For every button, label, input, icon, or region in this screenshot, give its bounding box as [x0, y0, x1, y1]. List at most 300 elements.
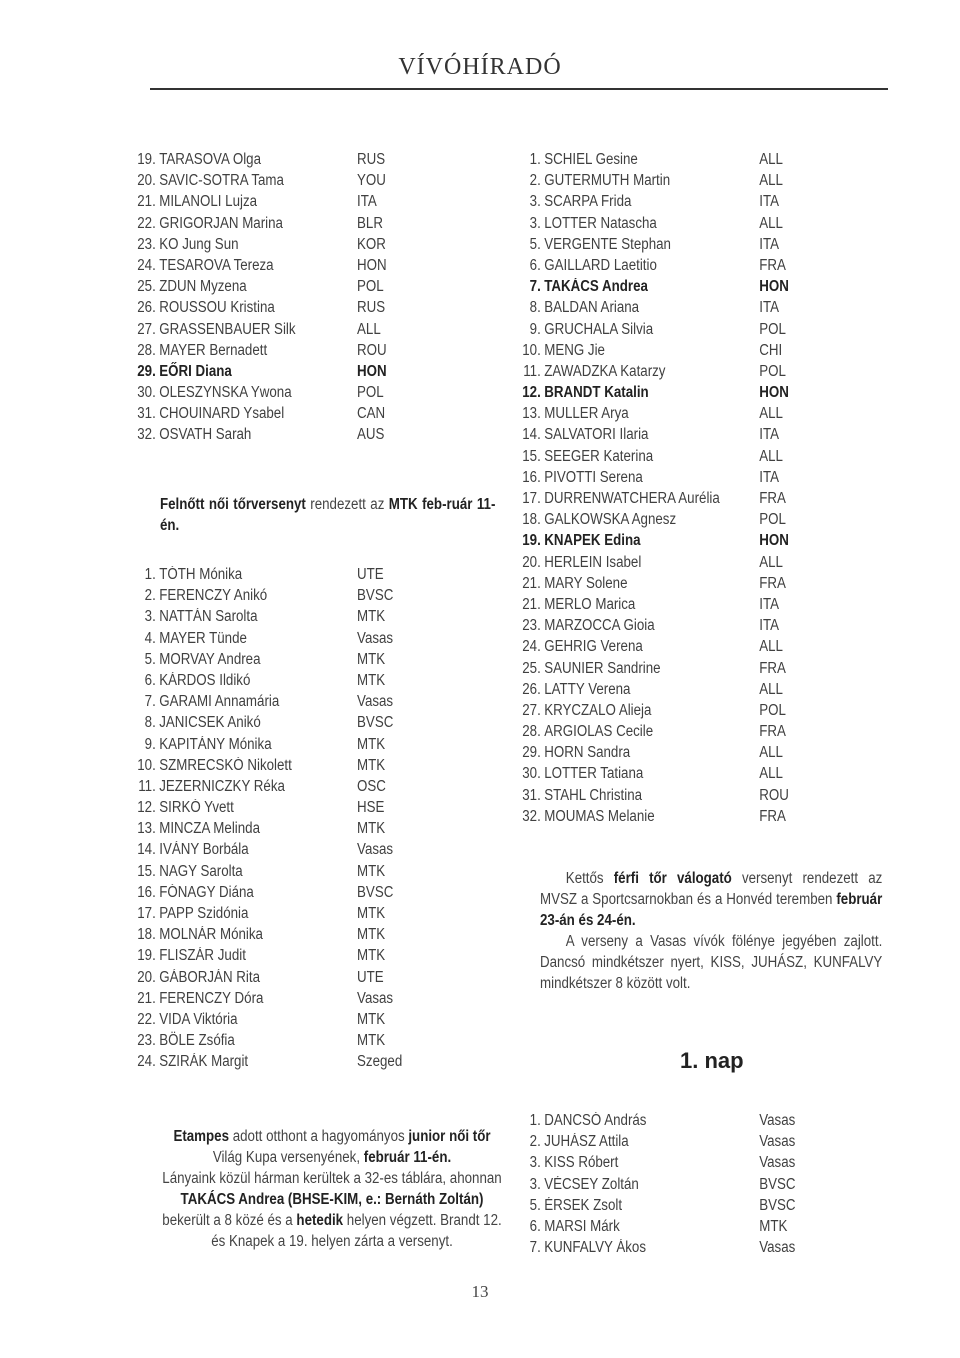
result-row — [130, 712, 402, 733]
rank-number: 17. — [137, 905, 156, 922]
club-code: OSC — [357, 777, 386, 795]
fencer-name: SZIRÁK Margit — [159, 1053, 249, 1071]
result-row — [130, 988, 402, 1009]
etampes-p2c: helyen végzett. Brandt 12. és Knapek a 19. helyen zárta a versenyt. — [211, 1212, 502, 1250]
club-code: ITA — [759, 617, 779, 635]
rank-number: 29. — [137, 362, 156, 380]
result-row — [130, 967, 402, 988]
rank-number: 22. — [137, 214, 156, 232]
fencer-name: GRIGORJAN Marina — [159, 214, 283, 232]
club-code: ALL — [759, 172, 783, 190]
result-row — [130, 1051, 402, 1072]
rank-number: 21. — [522, 595, 541, 613]
club-code: ALL — [759, 151, 783, 168]
fencer-name: TAKÁCS Andrea — [544, 278, 648, 296]
rank-number: 10. — [522, 341, 541, 359]
rank-number: 12. — [137, 799, 156, 817]
rank-number: 10. — [137, 756, 156, 774]
right-top-results — [515, 149, 833, 827]
club-code: ALL — [759, 744, 783, 762]
result-row — [130, 382, 387, 403]
fencer-name: GARAMI Annamária — [159, 693, 280, 711]
result-row — [130, 818, 402, 839]
fencer-name: MARSI Márk — [544, 1217, 620, 1235]
fencer-name: SZMRECSKÓ Nikolett — [159, 756, 292, 774]
result-row — [515, 763, 789, 784]
fencer-name: FERENCZY Dóra — [159, 989, 264, 1007]
result-row — [515, 234, 789, 255]
right-bottom-results — [515, 1110, 841, 1258]
club-code: Vasas — [357, 841, 394, 859]
fencer-name: GRUCHALA Silvia — [544, 320, 654, 338]
result-row — [130, 149, 387, 170]
rank-number: 9. — [529, 320, 541, 338]
result-row — [130, 340, 387, 361]
fencer-name: OLESZYNSKA Ywona — [159, 384, 292, 402]
result-row — [130, 606, 402, 627]
rank-number: 3. — [529, 1175, 541, 1193]
club-code: MTK — [357, 608, 386, 626]
result-row — [515, 424, 789, 445]
felnott-paragraph — [160, 494, 550, 536]
result-row — [130, 649, 402, 670]
fencer-name: SCHIEL Gesine — [544, 151, 638, 168]
result-row — [515, 636, 789, 657]
club-code: FRA — [759, 490, 786, 507]
club-code: BVSC — [759, 1196, 796, 1214]
left-top-results — [130, 149, 428, 446]
club-code: MTK — [357, 1010, 386, 1028]
rank-number: 30. — [522, 765, 541, 783]
club-code: Vasas — [759, 1239, 796, 1257]
fencer-name: TÓTH Mónika — [159, 566, 243, 583]
fencer-name: VERGENTE Stephan — [544, 235, 671, 253]
club-code: UTE — [357, 968, 384, 986]
rank-number: 31. — [137, 405, 156, 423]
result-row — [130, 403, 387, 424]
rank-number: 3. — [144, 608, 156, 626]
club-code: MTK — [357, 862, 386, 880]
club-code: ALL — [759, 214, 783, 232]
fencer-name: FÓNAGY Diána — [159, 883, 254, 901]
result-row — [130, 424, 387, 445]
rank-number: 23. — [522, 617, 541, 635]
rank-number: 26. — [137, 299, 156, 317]
fencer-name: HORN Sandra — [544, 744, 631, 762]
rank-number: 7. — [529, 278, 541, 296]
result-row — [515, 446, 789, 467]
fencer-name: ÉRSEK Zsolt — [544, 1196, 623, 1214]
rank-number: 14. — [137, 841, 156, 859]
result-row — [130, 839, 402, 860]
result-row — [130, 585, 402, 606]
rank-number: 20. — [137, 968, 156, 986]
result-row — [515, 530, 789, 551]
rank-number: 6. — [529, 256, 541, 274]
club-code: MTK — [357, 671, 386, 689]
fencer-name: DANCSÓ András — [544, 1112, 647, 1129]
club-code: FRA — [759, 574, 786, 592]
rank-number: 28. — [137, 341, 156, 359]
fencer-name: SAUNIER Sandrine — [544, 659, 661, 677]
club-code: MTK — [357, 947, 386, 965]
club-code: HSE — [357, 799, 385, 817]
club-code: Vasas — [759, 1154, 796, 1172]
club-code: ALL — [759, 680, 783, 698]
rank-number: 24. — [522, 638, 541, 656]
club-code: MTK — [759, 1217, 788, 1235]
kettos-bold: férfi tőr válogató — [613, 870, 732, 887]
fencer-name: EŐRI Diana — [159, 362, 232, 380]
result-row — [130, 903, 402, 924]
etampes-p2-bold: TAKÁCS Andrea (BHSE-KIM, e.: Bernáth Zoltán) — [180, 1191, 484, 1208]
publication-title: VÍVÓHÍRADÓ — [398, 54, 562, 80]
felnott-bold2: MTK feb-ruár 11-én. — [160, 496, 496, 534]
rank-number: 19. — [137, 151, 156, 168]
result-row — [130, 255, 387, 276]
rank-number: 16. — [137, 883, 156, 901]
result-row — [130, 945, 402, 966]
fencer-name: LOTTER Natascha — [544, 214, 657, 232]
club-code: MTK — [357, 926, 386, 944]
results-list — [130, 149, 428, 446]
day-heading: 1. nap — [680, 1048, 744, 1073]
club-code: POL — [357, 278, 384, 296]
etampes-p2a: Lányaink közül hárman kerültek a 32-es táblára, ahonnan — [162, 1170, 502, 1187]
fencer-name: NAGY Sarolta — [159, 862, 243, 880]
club-code: HON — [357, 362, 387, 380]
fencer-name: BRANDT Katalin — [544, 384, 649, 402]
fencer-name: STAHL Christina — [544, 786, 643, 804]
rank-number: 22. — [137, 1010, 156, 1028]
rank-number: 15. — [137, 862, 156, 880]
fencer-name: SIRKÓ Yvett — [159, 799, 234, 817]
result-row — [130, 628, 402, 649]
rank-number: 1. — [529, 151, 541, 168]
club-code: FRA — [759, 723, 786, 741]
fencer-name: MENG Jie — [544, 341, 605, 359]
result-row — [515, 149, 789, 170]
fencer-name: MOLNÁR Mónika — [159, 926, 263, 944]
result-row — [515, 467, 789, 488]
result-row — [515, 1195, 796, 1216]
fencer-name: GEHRIG Verena — [544, 638, 643, 656]
rank-number: 7. — [144, 693, 156, 711]
club-code: RUS — [357, 299, 386, 317]
rank-number: 11. — [138, 777, 156, 795]
fencer-name: ZDUN Myzena — [159, 278, 247, 296]
club-code: POL — [357, 384, 384, 402]
rank-number: 5. — [529, 1196, 541, 1214]
rank-number: 14. — [522, 426, 541, 444]
results-list — [515, 1110, 841, 1258]
rank-number: 30. — [137, 384, 156, 402]
club-code: MTK — [357, 905, 386, 922]
fencer-name: GUTERMUTH Martin — [544, 172, 671, 190]
fencer-name: JEZERNICZKY Réka — [159, 777, 285, 795]
result-row — [515, 806, 789, 827]
club-code: HON — [759, 278, 789, 296]
rank-number: 12. — [522, 384, 541, 402]
club-code: ALL — [759, 553, 783, 571]
result-row — [130, 1009, 402, 1030]
club-code: Vasas — [357, 989, 394, 1007]
rank-number: 25. — [137, 278, 156, 296]
fencer-name: HERLEIN Isabel — [544, 553, 642, 571]
rank-number: 4. — [144, 629, 156, 647]
kettos-text2: versenyt rendezett az MVSZ a Sportcsarnokban és a Honvéd teremben — [540, 870, 883, 908]
results-list — [130, 564, 447, 1073]
result-row — [515, 276, 789, 297]
left-mtk-results — [130, 564, 447, 1073]
result-row — [515, 403, 789, 424]
etampes-bold2: junior női tőr — [408, 1128, 491, 1145]
results-list — [515, 149, 833, 827]
result-row — [130, 691, 402, 712]
result-row — [515, 488, 789, 509]
fencer-name: GRASSENBAUER Silk — [159, 320, 296, 338]
club-code: ITA — [759, 595, 779, 613]
kettos-text: Kettős — [565, 870, 614, 887]
club-code: CHI — [759, 341, 783, 359]
club-code: Vasas — [759, 1133, 796, 1151]
club-code: ITA — [759, 299, 779, 317]
result-row — [515, 594, 789, 615]
result-row — [515, 658, 789, 679]
rank-number: 23. — [137, 235, 156, 253]
club-code: MTK — [357, 756, 386, 774]
fencer-name: MERLO Marica — [544, 595, 636, 613]
fencer-name: GÁBORJÁN Rita — [159, 968, 260, 986]
fencer-name: KO Jung Sun — [159, 235, 239, 253]
result-row — [130, 319, 387, 340]
result-row — [515, 361, 789, 382]
rank-number: 21. — [137, 989, 156, 1007]
result-row — [515, 573, 789, 594]
result-row — [130, 276, 387, 297]
rank-number: 27. — [522, 701, 541, 719]
fencer-name: ZAWADZKA Katarzy — [544, 362, 666, 380]
result-row — [515, 1152, 796, 1173]
fencer-name: VIDA Viktória — [159, 1010, 238, 1028]
club-code: ALL — [759, 405, 783, 423]
result-row — [130, 882, 402, 903]
fencer-name: KAPITÁNY Mónika — [159, 735, 272, 753]
fencer-name: MAYER Tünde — [159, 629, 247, 647]
rank-number: 6. — [529, 1217, 541, 1235]
club-code: FRA — [759, 659, 786, 677]
result-row — [515, 382, 789, 403]
rank-number: 16. — [522, 468, 541, 486]
club-code: MTK — [357, 1032, 386, 1050]
fencer-name: JANICSEK Anikó — [159, 714, 261, 732]
result-row — [130, 297, 387, 318]
club-code: Szeged — [357, 1053, 403, 1071]
result-row — [515, 170, 789, 191]
rank-number: 3. — [529, 1154, 541, 1172]
club-code: MTK — [357, 650, 386, 668]
fencer-name: KISS Róbert — [544, 1154, 619, 1172]
result-row — [515, 1216, 796, 1237]
rank-number: 13. — [522, 405, 541, 423]
rank-number: 1. — [144, 566, 156, 583]
fencer-name: LOTTER Tatiana — [544, 765, 644, 783]
fencer-name: MAYER Bernadett — [159, 341, 268, 359]
club-code: BVSC — [357, 714, 394, 732]
club-code: RUS — [357, 151, 386, 168]
rank-number: 17. — [522, 490, 541, 507]
club-code: POL — [759, 320, 786, 338]
fencer-name: PAPP Szidónia — [159, 905, 249, 922]
rank-number: 5. — [529, 235, 541, 253]
result-row — [515, 721, 789, 742]
club-code: HON — [759, 532, 789, 550]
rank-number: 5. — [144, 650, 156, 668]
rank-number: 21. — [522, 574, 541, 592]
fencer-name: CHOUINARD Ysabel — [159, 405, 285, 423]
rank-number: 9. — [144, 735, 156, 753]
fencer-name: KÁRDOS Ildikó — [159, 671, 251, 689]
rank-number: 15. — [522, 447, 541, 465]
result-row — [130, 234, 387, 255]
result-row — [130, 361, 387, 382]
fencer-name: BALDAN Ariana — [544, 299, 640, 317]
rank-number: 28. — [522, 723, 541, 741]
rank-number: 24. — [137, 256, 156, 274]
fencer-name: MULLER Arya — [544, 405, 629, 423]
fencer-name: IVÁNY Borbála — [159, 841, 249, 859]
rank-number: 32. — [522, 807, 541, 825]
result-row — [130, 755, 402, 776]
result-row — [515, 679, 789, 700]
fencer-name: SAVIC-SOTRA Tama — [159, 172, 284, 190]
result-row — [515, 213, 789, 234]
club-code: Vasas — [759, 1112, 796, 1129]
fencer-name: ARGIOLAS Cecile — [544, 723, 654, 741]
felnott-bold: Felnőtt női tőrversenyt — [160, 496, 306, 513]
rank-number: 19. — [522, 532, 541, 550]
fencer-name: NATTÁN Sarolta — [159, 608, 258, 626]
fencer-name: SALVATORI Ilaria — [544, 426, 649, 444]
rank-number: 32. — [137, 426, 156, 444]
fencer-name: BÖLE Zsófia — [159, 1032, 235, 1050]
fencer-name: TARASOVA Olga — [159, 151, 261, 168]
rank-number: 2. — [529, 1133, 541, 1151]
rank-number: 19. — [137, 947, 156, 965]
fencer-name: TESAROVA Tereza — [159, 256, 274, 274]
club-code: ROU — [357, 341, 387, 359]
club-code: ALL — [759, 447, 783, 465]
result-row — [130, 924, 402, 945]
fencer-name: MILANOLI Lujza — [159, 193, 258, 211]
fencer-name: MOUMAS Melanie — [544, 807, 655, 825]
rank-number: 8. — [529, 299, 541, 317]
fencer-name: MORVAY Andrea — [159, 650, 261, 668]
etampes-paragraph — [160, 1126, 560, 1252]
result-row — [515, 509, 789, 530]
etampes-bold: Etampes — [173, 1128, 230, 1145]
fencer-name: MARY Solene — [544, 574, 628, 592]
fencer-name: GAILLARD Laetitio — [544, 256, 657, 274]
result-row — [515, 1131, 796, 1152]
fencer-name: OSVATH Sarah — [159, 426, 252, 444]
rank-number: 1. — [529, 1112, 541, 1129]
result-row — [515, 615, 789, 636]
result-row — [515, 785, 789, 806]
club-code: BLR — [357, 214, 383, 232]
result-row — [515, 1237, 796, 1258]
rank-number: 2. — [144, 587, 156, 605]
etampes-bold3: február 11-én. — [363, 1149, 452, 1166]
fencer-name: GALKOWSKA Agnesz — [544, 511, 677, 529]
etampes-text: adott otthont a hagyományos — [229, 1128, 409, 1145]
rank-number: 8. — [144, 714, 156, 732]
etampes-p2b: bekerült a 8 közé és a — [162, 1212, 297, 1229]
fencer-name: MINCZA Melinda — [159, 820, 260, 838]
club-code: ITA — [759, 426, 779, 444]
rank-number: 25. — [522, 659, 541, 677]
rank-number: 2. — [529, 172, 541, 190]
rank-number: 3. — [529, 214, 541, 232]
fencer-name: KRYCZALO Alieja — [544, 701, 652, 719]
club-code: CAN — [357, 405, 386, 423]
club-code: KOR — [357, 235, 386, 253]
rank-number: 20. — [137, 172, 156, 190]
club-code: UTE — [357, 566, 384, 583]
club-code: Vasas — [357, 629, 394, 647]
rank-number: 18. — [137, 926, 156, 944]
result-row — [515, 191, 789, 212]
fencer-name: VÉCSEY Zoltán — [544, 1175, 639, 1193]
fencer-name: MARZOCCA Gioia — [544, 617, 655, 635]
club-code: Vasas — [357, 693, 394, 711]
club-code: MTK — [357, 735, 386, 753]
club-code: AUS — [357, 426, 385, 444]
rank-number: 29. — [522, 744, 541, 762]
result-row — [130, 861, 402, 882]
rank-number: 6. — [144, 671, 156, 689]
result-row — [515, 297, 789, 318]
fencer-name: SCARPA Frida — [544, 193, 632, 211]
club-code: HON — [357, 256, 387, 274]
fencer-name: KUNFALVY Ákos — [544, 1239, 646, 1257]
result-row — [130, 776, 402, 797]
club-code: YOU — [357, 172, 386, 190]
kettos-p2: A verseny a Vasas vívók fölénye jegyében zajlott. Dancsó mindkétszer nyert, KISS, JUHÁSZ, KUNFALVY mindkétszer 8 között volt. — [540, 933, 883, 992]
club-code: ALL — [357, 320, 381, 338]
fencer-name: LATTY Verena — [544, 680, 631, 698]
rank-number: 11. — [523, 362, 541, 380]
result-row — [515, 700, 789, 721]
club-code: ROU — [759, 786, 789, 804]
result-row — [515, 742, 789, 763]
rank-number: 20. — [522, 553, 541, 571]
fencer-name: JUHÁSZ Attila — [544, 1133, 629, 1151]
result-row — [515, 1110, 796, 1131]
club-code: HON — [759, 384, 789, 402]
club-code: ITA — [759, 468, 779, 486]
result-row — [130, 797, 402, 818]
club-code: BVSC — [357, 883, 394, 901]
header-rule — [150, 88, 888, 90]
result-row — [130, 734, 402, 755]
result-row — [130, 1030, 402, 1051]
result-row — [130, 170, 387, 191]
club-code: BVSC — [759, 1175, 796, 1193]
fencer-name: KNAPEK Edina — [544, 532, 641, 550]
club-code: ITA — [759, 235, 779, 253]
result-row — [515, 340, 789, 361]
